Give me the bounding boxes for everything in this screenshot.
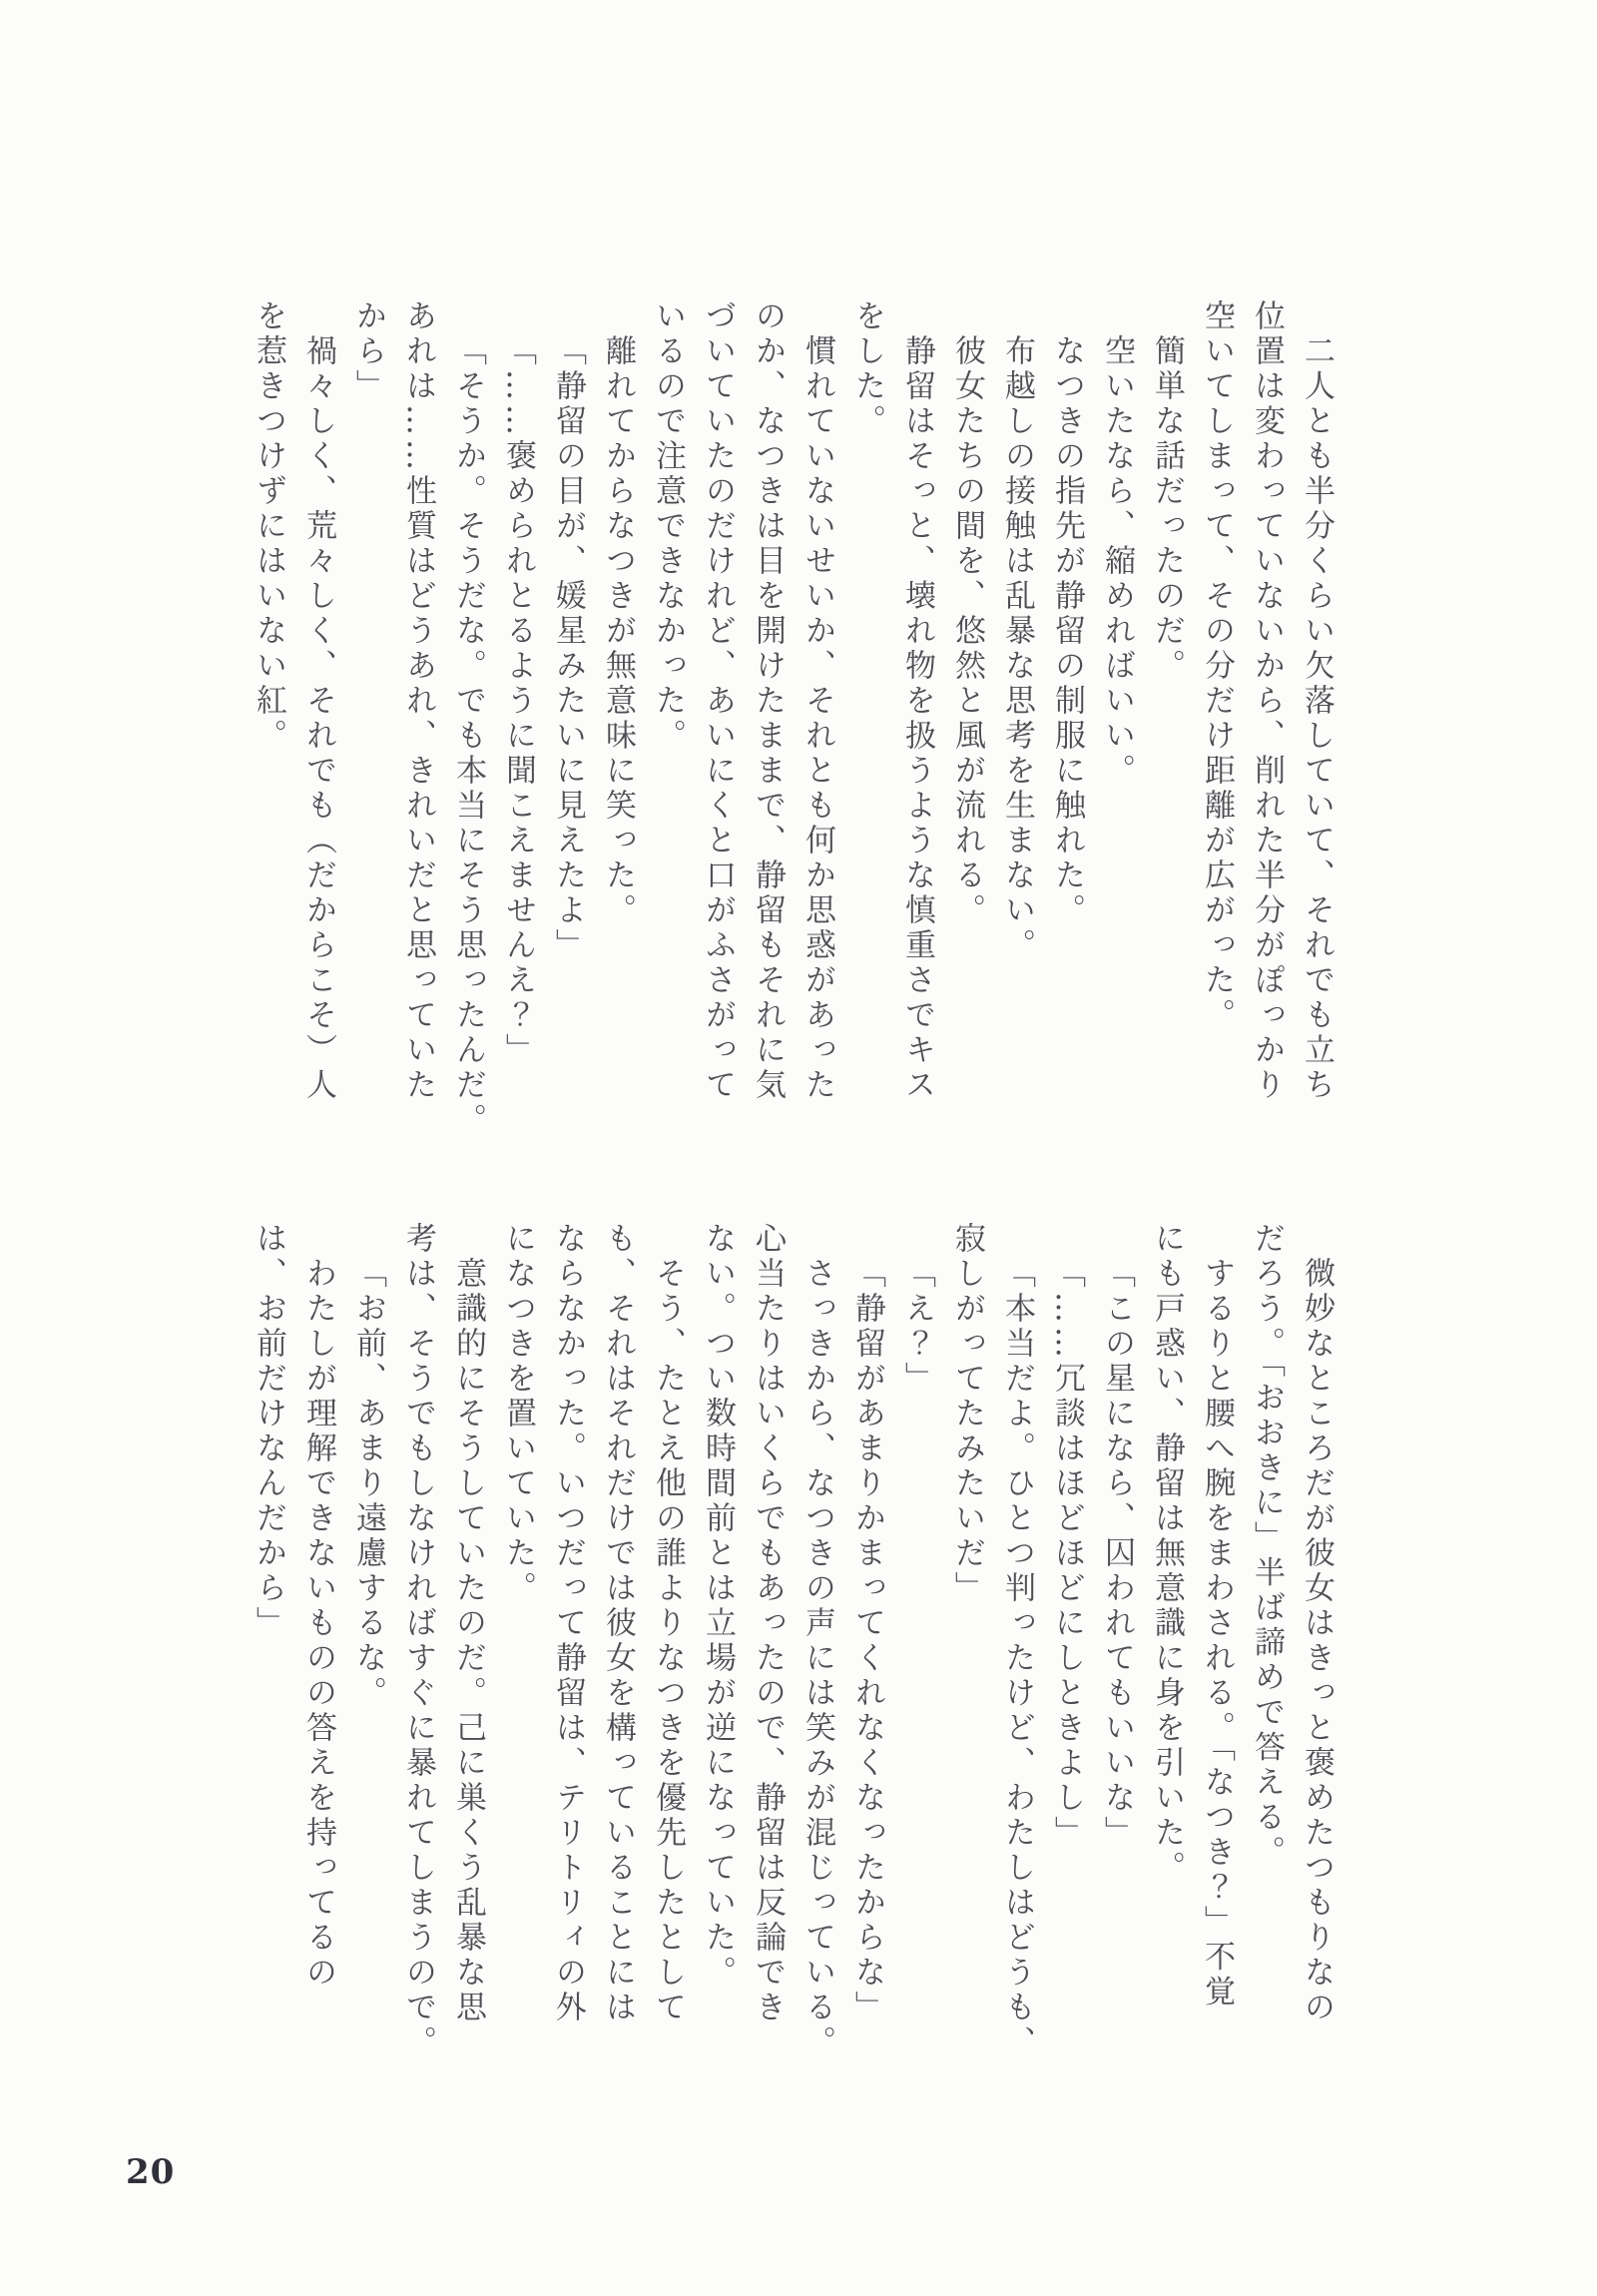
text-line: 空いたなら、縮めればいい。 (1099, 334, 1135, 789)
text-line: ない。つい数時間前とは立場が逆になっていた。 (700, 1222, 736, 1991)
text-line: さっきから、なつきの声には笑みが混じっている。 (799, 1257, 835, 2060)
text-line: 慣れていないせいか、それとも何か思惑があった (799, 334, 835, 1103)
text-line: 離れてからなつきが無意味に笑った。 (600, 334, 636, 928)
text-line: 考は、そうでもしなければすぐに暴れてしまうので。 (400, 1222, 436, 2060)
text-line: を惹きつけずにはいない紅。 (251, 299, 286, 754)
text-line: 心当たりはいくらでもあったので、静留は反論でき (750, 1222, 786, 2025)
text-line: 「……冗談はほどほどにしときよし」 (1049, 1257, 1085, 1851)
page-number: 20 (126, 2152, 176, 2192)
text-line: も、それはそれだけでは彼女を構っていることには (600, 1222, 636, 2025)
text-line: のか、なつきは目を開けたままで、静留もそれに気 (750, 299, 786, 1103)
text-line: 布越しの接触は乱暴な思考を生まない。 (999, 334, 1035, 963)
text-line: づいていたのだけれど、あいにくと口がふさがって (700, 299, 736, 1103)
text-line: なつきの指先が静留の制服に触れた。 (1049, 334, 1085, 928)
text-line: だろう。「おおきに」半ば諦めで答える。 (1249, 1222, 1285, 1871)
text-line: 「本当だよ。ひとつ判ったけど、わたしはどうも、 (999, 1257, 1035, 2060)
text-line: するりと腰へ腕をまわされる。「なつき？」不覚 (1199, 1257, 1235, 2010)
text-line: 「……褒められとるように聞こえませんえ？」 (500, 334, 536, 1068)
text-line: 「え？」 (899, 1257, 935, 1397)
text-line: 意識的にそうしていたのだ。己に巣くう乱暴な思 (450, 1257, 486, 2025)
text-line: 簡単な話だったのだ。 (1149, 334, 1185, 684)
text-line: 二人とも半分くらい欠落していて、それでも立ち (1299, 334, 1334, 1103)
text-line: わたしが理解できないものの答えを持ってるの (300, 1257, 336, 1991)
text-line: 空いてしまって、その分だけ距離が広がった。 (1199, 299, 1235, 1033)
upper-text-block (244, 299, 1341, 1138)
text-line: 「この星になら、囚われてもいいな」 (1099, 1257, 1135, 1851)
text-line: 禍々しく、荒々しく、それでも（だからこそ）人 (300, 334, 336, 1103)
text-line: そう、たとえ他の誰よりなつきを優先したとして (650, 1257, 686, 2025)
text-line: ならなかった。いつだって静留は、テリトリィの外 (550, 1222, 586, 2025)
text-line: から」 (350, 299, 386, 404)
text-line: 静留はそっと、壊れ物を扱うような慎重さでキス (899, 334, 935, 1103)
text-line: 「静留の目が、媛星みたいに見えたよ」 (550, 334, 586, 963)
text-line: 「お前、あまり遠慮するな。 (350, 1257, 386, 1711)
text-line: 彼女たちの間を、悠然と風が流れる。 (949, 334, 985, 928)
lower-text-block (244, 1222, 1341, 2060)
text-line: 位置は変わっていないから、削れた半分がぽっかり (1249, 299, 1285, 1103)
text-line: になつきを置いていた。 (500, 1222, 536, 1606)
text-line: 「静留があまりかまってくれなくなったからな」 (849, 1257, 885, 2025)
text-line: 微妙なところだが彼女はきっと褒めたつもりなの (1299, 1257, 1334, 2025)
text-line: 「そうか。そうだな。でも本当にそう思ったんだ。 (450, 334, 486, 1138)
text-line: 寂しがってたみたいだ」 (949, 1222, 985, 1606)
text-line: は、お前だけなんだから」 (251, 1222, 286, 1641)
text-line: あれは……性質はどうあれ、きれいだと思っていた (400, 299, 436, 1103)
text-line: をした。 (849, 299, 885, 439)
text-line: にも戸惑い、静留は無意識に身を引いた。 (1149, 1222, 1185, 1886)
text-line: いるので注意できなかった。 (650, 299, 686, 754)
